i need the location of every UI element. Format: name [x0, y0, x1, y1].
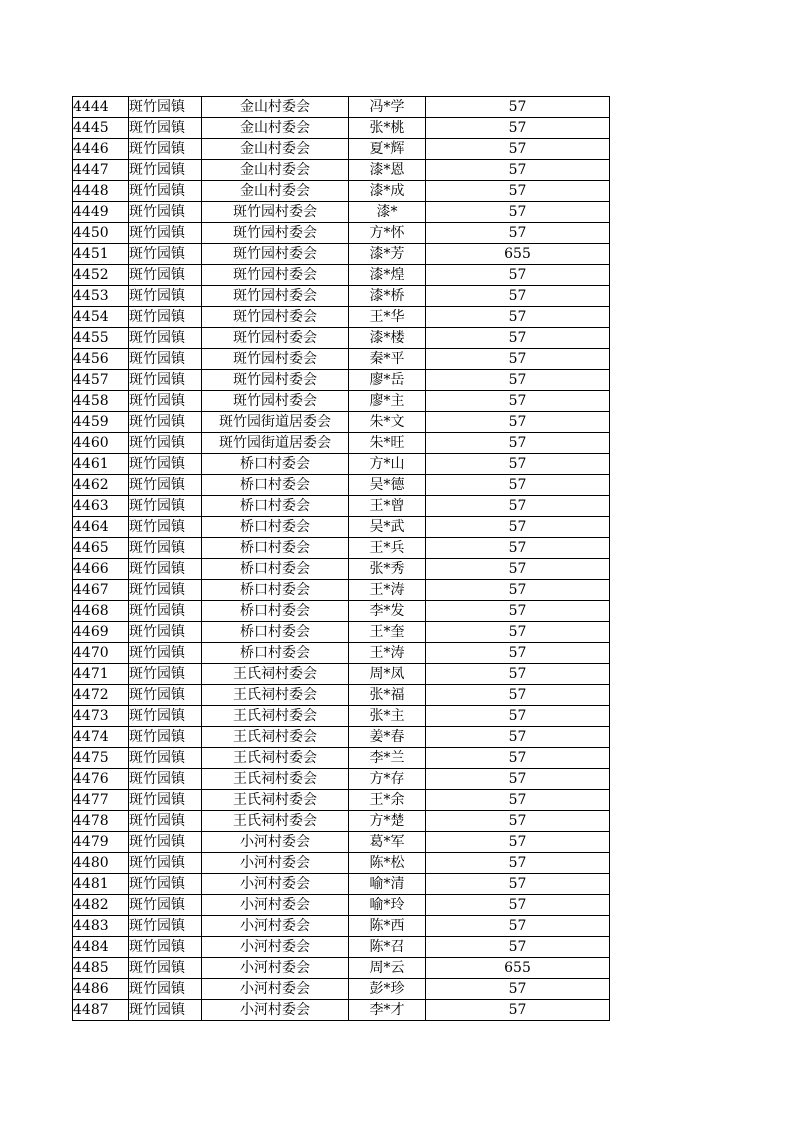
person-name-cell: 夏*辉	[349, 139, 426, 160]
town-cell: 斑竹园镇	[129, 202, 202, 223]
person-name-cell: 张*福	[349, 685, 426, 706]
row-number-cell: 4468	[73, 601, 129, 622]
amount-cell: 57	[426, 181, 610, 202]
table-row	[73, 601, 610, 622]
table-row	[73, 244, 610, 265]
town-cell: 斑竹园镇	[129, 895, 202, 916]
town-cell: 斑竹园镇	[129, 916, 202, 937]
row-number-cell: 4485	[73, 958, 129, 979]
person-name-cell: 周*云	[349, 958, 426, 979]
person-name-cell: 陈*召	[349, 937, 426, 958]
row-number-cell: 4449	[73, 202, 129, 223]
amount-cell: 57	[426, 937, 610, 958]
table-row	[73, 811, 610, 832]
town-cell: 斑竹园镇	[129, 559, 202, 580]
row-number-cell: 4469	[73, 622, 129, 643]
table-row	[73, 1000, 610, 1021]
village-committee-cell: 金山村委会	[202, 139, 349, 160]
person-name-cell: 漆*芳	[349, 244, 426, 265]
table-row	[73, 979, 610, 1000]
amount-cell: 57	[426, 433, 610, 454]
table-row	[73, 433, 610, 454]
row-number-cell: 4463	[73, 496, 129, 517]
amount-cell: 57	[426, 853, 610, 874]
village-committee-cell: 桥口村委会	[202, 643, 349, 664]
village-committee-cell: 王氏祠村委会	[202, 790, 349, 811]
person-name-cell: 漆*	[349, 202, 426, 223]
town-cell: 斑竹园镇	[129, 328, 202, 349]
table-row	[73, 895, 610, 916]
row-number-cell: 4444	[73, 97, 129, 118]
table-row	[73, 328, 610, 349]
amount-cell: 655	[426, 958, 610, 979]
amount-cell: 57	[426, 559, 610, 580]
amount-cell: 57	[426, 727, 610, 748]
table-row	[73, 286, 610, 307]
town-cell: 斑竹园镇	[129, 160, 202, 181]
person-name-cell: 漆*成	[349, 181, 426, 202]
amount-cell: 57	[426, 496, 610, 517]
town-cell: 斑竹园镇	[129, 139, 202, 160]
town-cell: 斑竹园镇	[129, 664, 202, 685]
town-cell: 斑竹园镇	[129, 433, 202, 454]
person-name-cell: 张*主	[349, 706, 426, 727]
row-number-cell: 4483	[73, 916, 129, 937]
person-name-cell: 喻*玲	[349, 895, 426, 916]
amount-cell: 57	[426, 1000, 610, 1021]
person-name-cell: 陈*西	[349, 916, 426, 937]
row-number-cell: 4460	[73, 433, 129, 454]
village-committee-cell: 小河村委会	[202, 874, 349, 895]
person-name-cell: 姜*春	[349, 727, 426, 748]
village-committee-cell: 斑竹园村委会	[202, 370, 349, 391]
person-name-cell: 廖*岳	[349, 370, 426, 391]
row-number-cell: 4456	[73, 349, 129, 370]
row-number-cell: 4470	[73, 643, 129, 664]
town-cell: 斑竹园镇	[129, 580, 202, 601]
row-number-cell: 4457	[73, 370, 129, 391]
town-cell: 斑竹园镇	[129, 97, 202, 118]
village-committee-cell: 桥口村委会	[202, 454, 349, 475]
person-name-cell: 陈*松	[349, 853, 426, 874]
town-cell: 斑竹园镇	[129, 181, 202, 202]
amount-cell: 57	[426, 916, 610, 937]
town-cell: 斑竹园镇	[129, 979, 202, 1000]
amount-cell: 57	[426, 412, 610, 433]
person-name-cell: 王*兵	[349, 538, 426, 559]
person-name-cell: 朱*旺	[349, 433, 426, 454]
table-row	[73, 454, 610, 475]
town-cell: 斑竹园镇	[129, 454, 202, 475]
person-name-cell: 方*楚	[349, 811, 426, 832]
row-number-cell: 4465	[73, 538, 129, 559]
row-number-cell: 4481	[73, 874, 129, 895]
village-committee-cell: 小河村委会	[202, 895, 349, 916]
row-number-cell: 4461	[73, 454, 129, 475]
row-number-cell: 4452	[73, 265, 129, 286]
table-row	[73, 727, 610, 748]
person-name-cell: 吴*武	[349, 517, 426, 538]
village-committee-cell: 小河村委会	[202, 1000, 349, 1021]
row-number-cell: 4464	[73, 517, 129, 538]
town-cell: 斑竹园镇	[129, 853, 202, 874]
town-cell: 斑竹园镇	[129, 223, 202, 244]
row-number-cell: 4466	[73, 559, 129, 580]
amount-cell: 57	[426, 622, 610, 643]
town-cell: 斑竹园镇	[129, 307, 202, 328]
amount-cell: 57	[426, 979, 610, 1000]
amount-cell: 57	[426, 223, 610, 244]
village-committee-cell: 斑竹园村委会	[202, 391, 349, 412]
row-number-cell: 4454	[73, 307, 129, 328]
person-name-cell: 方*山	[349, 454, 426, 475]
roster-table-body	[73, 97, 610, 1021]
amount-cell: 57	[426, 454, 610, 475]
row-number-cell: 4484	[73, 937, 129, 958]
amount-cell: 57	[426, 307, 610, 328]
row-number-cell: 4462	[73, 475, 129, 496]
amount-cell: 57	[426, 370, 610, 391]
row-number-cell: 4474	[73, 727, 129, 748]
person-name-cell: 喻*清	[349, 874, 426, 895]
town-cell: 斑竹园镇	[129, 706, 202, 727]
town-cell: 斑竹园镇	[129, 475, 202, 496]
amount-cell: 57	[426, 538, 610, 559]
amount-cell: 57	[426, 643, 610, 664]
row-number-cell: 4467	[73, 580, 129, 601]
village-committee-cell: 桥口村委会	[202, 496, 349, 517]
amount-cell: 57	[426, 895, 610, 916]
amount-cell: 57	[426, 286, 610, 307]
row-number-cell: 4453	[73, 286, 129, 307]
person-name-cell: 朱*文	[349, 412, 426, 433]
table-row	[73, 874, 610, 895]
village-committee-cell: 斑竹园街道居委会	[202, 412, 349, 433]
person-name-cell: 李*发	[349, 601, 426, 622]
amount-cell: 57	[426, 160, 610, 181]
person-name-cell: 冯*学	[349, 97, 426, 118]
row-number-cell: 4471	[73, 664, 129, 685]
amount-cell: 57	[426, 391, 610, 412]
village-committee-cell: 桥口村委会	[202, 559, 349, 580]
village-committee-cell: 金山村委会	[202, 160, 349, 181]
table-row	[73, 160, 610, 181]
village-committee-cell: 小河村委会	[202, 916, 349, 937]
row-number-cell: 4473	[73, 706, 129, 727]
village-committee-cell: 小河村委会	[202, 853, 349, 874]
village-committee-cell: 桥口村委会	[202, 580, 349, 601]
town-cell: 斑竹园镇	[129, 370, 202, 391]
person-name-cell: 方*存	[349, 769, 426, 790]
village-committee-cell: 王氏祠村委会	[202, 811, 349, 832]
table-row	[73, 349, 610, 370]
person-name-cell: 漆*楼	[349, 328, 426, 349]
person-name-cell: 方*怀	[349, 223, 426, 244]
table-row	[73, 958, 610, 979]
table-row	[73, 622, 610, 643]
village-committee-cell: 小河村委会	[202, 958, 349, 979]
amount-cell: 57	[426, 685, 610, 706]
table-row	[73, 664, 610, 685]
town-cell: 斑竹园镇	[129, 958, 202, 979]
town-cell: 斑竹园镇	[129, 391, 202, 412]
amount-cell: 57	[426, 601, 610, 622]
person-name-cell: 彭*珍	[349, 979, 426, 1000]
table-row	[73, 538, 610, 559]
amount-cell: 655	[426, 244, 610, 265]
village-committee-cell: 斑竹园街道居委会	[202, 433, 349, 454]
village-committee-cell: 桥口村委会	[202, 601, 349, 622]
row-number-cell: 4455	[73, 328, 129, 349]
table-row	[73, 496, 610, 517]
person-name-cell: 漆*恩	[349, 160, 426, 181]
town-cell: 斑竹园镇	[129, 244, 202, 265]
village-committee-cell: 王氏祠村委会	[202, 769, 349, 790]
amount-cell: 57	[426, 706, 610, 727]
town-cell: 斑竹园镇	[129, 1000, 202, 1021]
table-row	[73, 559, 610, 580]
table-row	[73, 391, 610, 412]
amount-cell: 57	[426, 265, 610, 286]
table-row	[73, 685, 610, 706]
table-row	[73, 265, 610, 286]
table-row	[73, 202, 610, 223]
village-committee-cell: 小河村委会	[202, 832, 349, 853]
person-name-cell: 王*涛	[349, 580, 426, 601]
village-committee-cell: 斑竹园村委会	[202, 328, 349, 349]
village-committee-cell: 小河村委会	[202, 979, 349, 1000]
table-row	[73, 748, 610, 769]
town-cell: 斑竹园镇	[129, 769, 202, 790]
row-number-cell: 4458	[73, 391, 129, 412]
table-row	[73, 97, 610, 118]
amount-cell: 57	[426, 202, 610, 223]
row-number-cell: 4448	[73, 181, 129, 202]
amount-cell: 57	[426, 517, 610, 538]
row-number-cell: 4482	[73, 895, 129, 916]
town-cell: 斑竹园镇	[129, 832, 202, 853]
town-cell: 斑竹园镇	[129, 748, 202, 769]
amount-cell: 57	[426, 349, 610, 370]
table-row	[73, 769, 610, 790]
town-cell: 斑竹园镇	[129, 601, 202, 622]
row-number-cell: 4476	[73, 769, 129, 790]
town-cell: 斑竹园镇	[129, 517, 202, 538]
person-name-cell: 廖*主	[349, 391, 426, 412]
roster-table	[72, 96, 610, 1021]
village-committee-cell: 王氏祠村委会	[202, 748, 349, 769]
village-committee-cell: 桥口村委会	[202, 538, 349, 559]
table-row	[73, 706, 610, 727]
person-name-cell: 李*兰	[349, 748, 426, 769]
village-committee-cell: 桥口村委会	[202, 475, 349, 496]
row-number-cell: 4479	[73, 832, 129, 853]
row-number-cell: 4477	[73, 790, 129, 811]
person-name-cell: 秦*平	[349, 349, 426, 370]
village-committee-cell: 斑竹园村委会	[202, 202, 349, 223]
town-cell: 斑竹园镇	[129, 286, 202, 307]
table-row	[73, 139, 610, 160]
table-row	[73, 937, 610, 958]
row-number-cell: 4486	[73, 979, 129, 1000]
table-row	[73, 643, 610, 664]
village-committee-cell: 王氏祠村委会	[202, 664, 349, 685]
row-number-cell: 4450	[73, 223, 129, 244]
amount-cell: 57	[426, 97, 610, 118]
person-name-cell: 漆*桥	[349, 286, 426, 307]
amount-cell: 57	[426, 118, 610, 139]
village-committee-cell: 斑竹园村委会	[202, 223, 349, 244]
amount-cell: 57	[426, 580, 610, 601]
person-name-cell: 张*桃	[349, 118, 426, 139]
row-number-cell: 4451	[73, 244, 129, 265]
amount-cell: 57	[426, 139, 610, 160]
village-committee-cell: 桥口村委会	[202, 517, 349, 538]
amount-cell: 57	[426, 874, 610, 895]
village-committee-cell: 金山村委会	[202, 97, 349, 118]
town-cell: 斑竹园镇	[129, 685, 202, 706]
village-committee-cell: 斑竹园村委会	[202, 244, 349, 265]
village-committee-cell: 小河村委会	[202, 937, 349, 958]
town-cell: 斑竹园镇	[129, 538, 202, 559]
amount-cell: 57	[426, 748, 610, 769]
person-name-cell: 王*曾	[349, 496, 426, 517]
person-name-cell: 吴*德	[349, 475, 426, 496]
person-name-cell: 王*华	[349, 307, 426, 328]
town-cell: 斑竹园镇	[129, 118, 202, 139]
table-row	[73, 790, 610, 811]
table-row	[73, 517, 610, 538]
table-row	[73, 223, 610, 244]
person-name-cell: 王*涛	[349, 643, 426, 664]
town-cell: 斑竹园镇	[129, 349, 202, 370]
table-row	[73, 181, 610, 202]
town-cell: 斑竹园镇	[129, 622, 202, 643]
row-number-cell: 4445	[73, 118, 129, 139]
village-committee-cell: 桥口村委会	[202, 622, 349, 643]
table-row	[73, 475, 610, 496]
amount-cell: 57	[426, 328, 610, 349]
row-number-cell: 4472	[73, 685, 129, 706]
village-committee-cell: 王氏祠村委会	[202, 706, 349, 727]
village-committee-cell: 斑竹园村委会	[202, 265, 349, 286]
person-name-cell: 漆*煌	[349, 265, 426, 286]
amount-cell: 57	[426, 790, 610, 811]
person-name-cell: 周*凤	[349, 664, 426, 685]
table-row	[73, 580, 610, 601]
row-number-cell: 4446	[73, 139, 129, 160]
row-number-cell: 4447	[73, 160, 129, 181]
row-number-cell: 4478	[73, 811, 129, 832]
town-cell: 斑竹园镇	[129, 874, 202, 895]
town-cell: 斑竹园镇	[129, 790, 202, 811]
amount-cell: 57	[426, 811, 610, 832]
town-cell: 斑竹园镇	[129, 811, 202, 832]
village-committee-cell: 金山村委会	[202, 181, 349, 202]
person-name-cell: 李*才	[349, 1000, 426, 1021]
person-name-cell: 王*奎	[349, 622, 426, 643]
village-committee-cell: 斑竹园村委会	[202, 286, 349, 307]
town-cell: 斑竹园镇	[129, 496, 202, 517]
person-name-cell: 葛*军	[349, 832, 426, 853]
table-row	[73, 307, 610, 328]
amount-cell: 57	[426, 832, 610, 853]
village-committee-cell: 斑竹园村委会	[202, 307, 349, 328]
person-name-cell: 王*余	[349, 790, 426, 811]
village-committee-cell: 斑竹园村委会	[202, 349, 349, 370]
town-cell: 斑竹园镇	[129, 727, 202, 748]
row-number-cell: 4487	[73, 1000, 129, 1021]
town-cell: 斑竹园镇	[129, 643, 202, 664]
table-row	[73, 412, 610, 433]
amount-cell: 57	[426, 769, 610, 790]
table-row	[73, 832, 610, 853]
table-row	[73, 370, 610, 391]
row-number-cell: 4459	[73, 412, 129, 433]
row-number-cell: 4480	[73, 853, 129, 874]
village-committee-cell: 王氏祠村委会	[202, 685, 349, 706]
table-row	[73, 118, 610, 139]
table-row	[73, 916, 610, 937]
town-cell: 斑竹园镇	[129, 265, 202, 286]
town-cell: 斑竹园镇	[129, 412, 202, 433]
village-committee-cell: 金山村委会	[202, 118, 349, 139]
table-row	[73, 853, 610, 874]
town-cell: 斑竹园镇	[129, 937, 202, 958]
village-committee-cell: 王氏祠村委会	[202, 727, 349, 748]
amount-cell: 57	[426, 475, 610, 496]
amount-cell: 57	[426, 664, 610, 685]
row-number-cell: 4475	[73, 748, 129, 769]
person-name-cell: 张*秀	[349, 559, 426, 580]
